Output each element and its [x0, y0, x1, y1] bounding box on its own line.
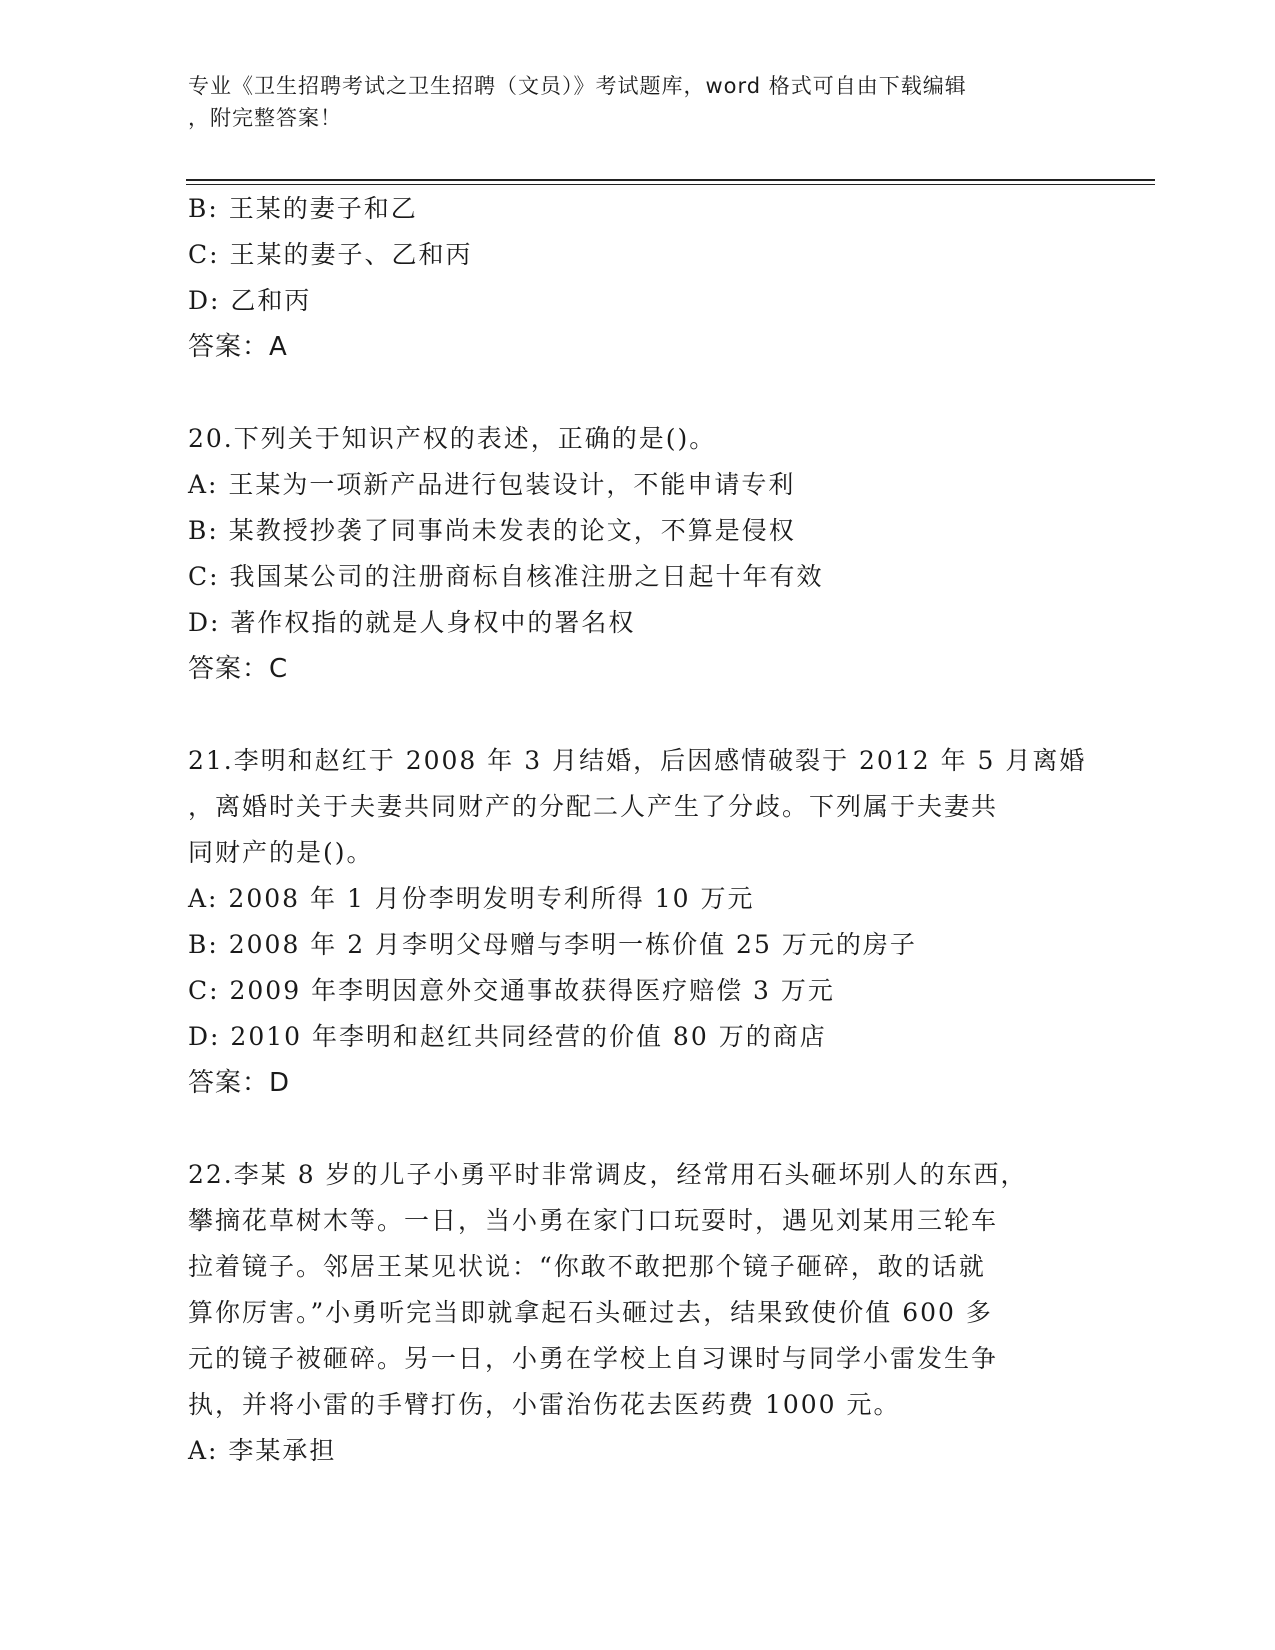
question-stem-line: 元的镜子被砸碎。另一日，小勇在学校上自习课时与同学小雷发生争	[188, 1344, 999, 1373]
question-stem-line: 22.李某 8 岁的儿子小勇平时非常调皮，经常用石头砸坏别人的东西，	[188, 1160, 1028, 1189]
header-line-2: ，附完整答案！	[188, 106, 342, 130]
option-a: A: 王某为一项新产品进行包装设计，不能申请专利	[188, 470, 796, 499]
question-19	[188, 186, 1088, 370]
header-rule-thin	[186, 184, 1155, 185]
question-stem: 20.下列关于知识产权的表述，正确的是()。	[188, 424, 717, 453]
answer: 答案：C	[188, 654, 289, 684]
document-body	[188, 186, 1088, 1474]
question-stem-line: 执，并将小雷的手臂打伤，小雷治伤花去医药费 1000 元。	[188, 1390, 901, 1419]
header-rule-thick	[186, 179, 1155, 181]
question-stem-line: 21.李明和赵红于 2008 年 3 月结婚，后因感情破裂于 2012 年 5 月离婚	[188, 746, 1087, 775]
question-stem-line: 攀摘花草树木等。一日，当小勇在家门口玩耍时，遇见刘某用三轮车	[188, 1206, 999, 1235]
option-c: C: 我国某公司的注册商标自核准注册之日起十年有效	[188, 562, 824, 591]
option-b: B: 王某的妻子和乙	[188, 194, 418, 223]
option-d: D: 著作权指的就是人身权中的署名权	[188, 608, 636, 637]
option-d: D: 2010 年李明和赵红共同经营的价值 80 万的商店	[188, 1022, 827, 1051]
answer: 答案：A	[188, 332, 288, 362]
question-20	[188, 416, 1088, 692]
question-stem-line: 算你厉害。”小勇听完当即就拿起石头砸过去，结果致使价值 600 多	[188, 1298, 993, 1327]
option-b: B: 2008 年 2 月李明父母赠与李明一栋价值 25 万元的房子	[188, 930, 917, 959]
question-stem-line: 同财产的是()。	[188, 838, 374, 867]
document-header	[188, 70, 1068, 134]
question-21	[188, 738, 1088, 1106]
option-d: D: 乙和丙	[188, 286, 312, 315]
option-c: C: 2009 年李明因意外交通事故获得医疗赔偿 3 万元	[188, 976, 835, 1005]
question-stem-line: ，离婚时关于夫妻共同财产的分配二人产生了分歧。下列属于夫妻共	[188, 792, 999, 821]
option-b: B: 某教授抄袭了同事尚未发表的论文，不算是侵权	[188, 516, 796, 545]
answer: 答案：D	[188, 1068, 291, 1098]
header-line-1: 专业《卫生招聘考试之卫生招聘（文员）》考试题库，word 格式可自由下载编辑	[188, 74, 967, 98]
option-a: A: 2008 年 1 月份李明发明专利所得 10 万元	[188, 884, 755, 913]
question-stem-line: 拉着镜子。邻居王某见状说：“你敢不敢把那个镜子砸碎，敢的话就	[188, 1252, 986, 1281]
question-22	[188, 1152, 1088, 1474]
option-a: A: 李某承担	[188, 1436, 337, 1465]
option-c: C: 王某的妻子、乙和丙	[188, 240, 473, 269]
